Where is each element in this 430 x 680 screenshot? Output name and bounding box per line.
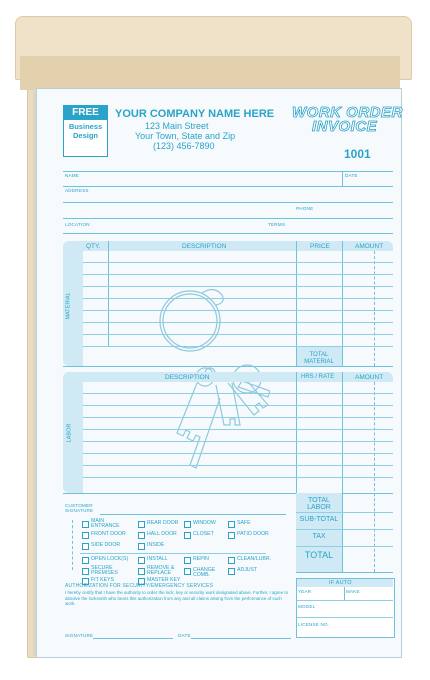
- authorization-title: AUTHORIZATION FOR SECURITY/EMERGENCY SERVICES: [65, 583, 214, 589]
- rule: [63, 233, 393, 234]
- rule: [83, 465, 393, 466]
- rule: [296, 546, 393, 547]
- rule: [100, 514, 286, 515]
- rule: [83, 405, 393, 406]
- auto-model-label: MODEL: [298, 604, 316, 609]
- checkbox-label: CLOSET: [193, 531, 214, 537]
- phone-label: PHONE: [296, 206, 314, 211]
- checkbox[interactable]: [82, 543, 89, 550]
- auto-license-label: LICENSE NO.: [298, 622, 330, 627]
- company-phone: (123) 456-7890: [153, 141, 215, 151]
- customer-signature-label: CUSTOMER SIGNATURE: [65, 503, 94, 514]
- rule: [191, 638, 291, 639]
- rule: [83, 429, 393, 430]
- rule: [297, 600, 393, 601]
- labor-amount-header: AMOUNT: [355, 374, 384, 381]
- logo-text: [64, 122, 107, 140]
- form-title-line2: INVOICE: [312, 118, 378, 135]
- checkbox-label: CLEAN/LUBR.: [237, 556, 272, 562]
- checkbox-label: MASTER KEY: [147, 577, 181, 583]
- checkbox[interactable]: [138, 568, 145, 575]
- rule: [83, 274, 393, 275]
- rule: [63, 186, 393, 187]
- labor-header-band: [63, 372, 393, 382]
- company-city: Your Town, State and Zip: [135, 131, 236, 141]
- checkbox[interactable]: [82, 557, 89, 564]
- form-number: 1001: [344, 147, 371, 161]
- checkbox[interactable]: [228, 521, 235, 528]
- rule: [342, 372, 343, 572]
- checkbox[interactable]: [184, 521, 191, 528]
- checkbox[interactable]: [184, 532, 191, 539]
- total-labor-label: TOTAL LABOR: [307, 497, 331, 511]
- checkbox-label: MAIN ENTRANCE: [91, 518, 120, 530]
- rule: [296, 572, 393, 573]
- authorization-text: I hereby certify that I have the authority to order the lock, key or security work designated above. Further, I agree to absolve the locksmith who bears this authorization from any and all claims arising from the performance of such work.: [65, 590, 289, 607]
- date-label: DATE: [345, 173, 358, 178]
- rule: [344, 587, 345, 600]
- material-side-label: MATERIAL: [65, 292, 72, 320]
- checkbox[interactable]: [82, 521, 89, 528]
- material-qty-header: QTY.: [86, 243, 101, 250]
- checkbox-label: SIDE DOOR: [91, 542, 121, 548]
- auto-year-label: YEAR: [298, 589, 312, 594]
- material-price-header: PRICE: [310, 243, 330, 250]
- checkbox-label: REAR DOOR: [147, 520, 179, 526]
- rule: [63, 171, 393, 172]
- rule: [296, 241, 297, 366]
- subtotal-label: SUB-TOTAL: [299, 516, 339, 523]
- logo-line1: Business: [68, 122, 103, 131]
- total-label: TOTAL: [304, 550, 334, 560]
- total-material-label: TOTAL MATERIAL: [304, 352, 334, 365]
- checkbox-label: REMOVE & REPLACE: [147, 565, 175, 577]
- rule: [93, 638, 173, 639]
- rule: [72, 520, 73, 570]
- checkbox-label: PATIO DOOR: [237, 531, 269, 537]
- address-label: ADDRESS: [65, 188, 89, 193]
- checkbox[interactable]: [228, 568, 235, 575]
- checkbox[interactable]: [82, 568, 89, 575]
- checkbox[interactable]: [184, 557, 191, 564]
- rule: [108, 241, 109, 346]
- material-header-band: [63, 241, 393, 251]
- rule: [80, 553, 266, 554]
- checkbox-label: FRONT DOOR: [91, 531, 126, 537]
- rule: [83, 393, 393, 394]
- checkbox-label: SAFE: [237, 520, 251, 526]
- name-label: NAME: [65, 173, 80, 178]
- material-description-header: DESCRIPTION: [182, 243, 227, 250]
- rule: [83, 417, 393, 418]
- labor-hrs-header: HRS / RATE: [301, 374, 335, 380]
- checkbox-label: REPIN: [193, 556, 209, 562]
- rule: [63, 218, 393, 219]
- rule: [63, 202, 393, 203]
- checkbox[interactable]: [82, 532, 89, 539]
- checkbox-label: SECURE PREMISES: [91, 565, 118, 577]
- rule: [83, 453, 393, 454]
- checkbox-label: ADJUST: [237, 567, 258, 573]
- labor-side-label: LABOR: [66, 423, 73, 443]
- date-label-bottom: DATE: [178, 633, 191, 638]
- checkbox[interactable]: [228, 532, 235, 539]
- tax-label: TAX: [312, 533, 326, 540]
- checkbox[interactable]: [138, 532, 145, 539]
- material-amount-header: AMOUNT: [355, 243, 384, 250]
- checkbox-label: WINDOW: [193, 520, 216, 526]
- rule: [374, 251, 375, 366]
- logo-top: FREE: [64, 106, 107, 120]
- terms-label: TERMS: [268, 222, 286, 227]
- rule: [63, 493, 393, 494]
- rule: [342, 241, 343, 366]
- rule: [296, 512, 393, 513]
- rule: [296, 529, 393, 530]
- checkbox[interactable]: [138, 521, 145, 528]
- checkbox-label: OPEN LOCK(S): [91, 556, 129, 562]
- rule: [297, 617, 393, 618]
- company-name: YOUR COMPANY NAME HERE: [115, 108, 275, 120]
- signature-label: SIGNATURE: [65, 633, 94, 638]
- checkbox-label: CHANGE COMB.: [193, 567, 216, 579]
- rule: [83, 441, 393, 442]
- labor-description-header: DESCRIPTION: [165, 374, 210, 381]
- checkbox-label: FIT KEYS: [91, 577, 114, 583]
- rule: [342, 171, 343, 186]
- auto-make-label: MAKE: [346, 589, 360, 594]
- checkbox[interactable]: [184, 568, 191, 575]
- checkbox-label: INSIDE: [147, 542, 165, 548]
- checkbox[interactable]: [228, 557, 235, 564]
- checkbox[interactable]: [138, 557, 145, 564]
- checkbox[interactable]: [138, 543, 145, 550]
- logo-line2: Design: [72, 131, 98, 140]
- checkbox-label: INSTALL: [147, 556, 168, 562]
- company-street: 123 Main Street: [145, 121, 209, 131]
- pad-binding-fold: [20, 56, 400, 90]
- rule: [83, 262, 393, 263]
- location-label: LOCATION: [65, 222, 90, 227]
- auto-title: IF AUTO: [329, 580, 352, 586]
- rule: [83, 477, 393, 478]
- logo: [63, 105, 108, 157]
- form-title-line1: WORK ORDER: [292, 104, 403, 121]
- checkbox-label: HALL DOOR: [147, 531, 177, 537]
